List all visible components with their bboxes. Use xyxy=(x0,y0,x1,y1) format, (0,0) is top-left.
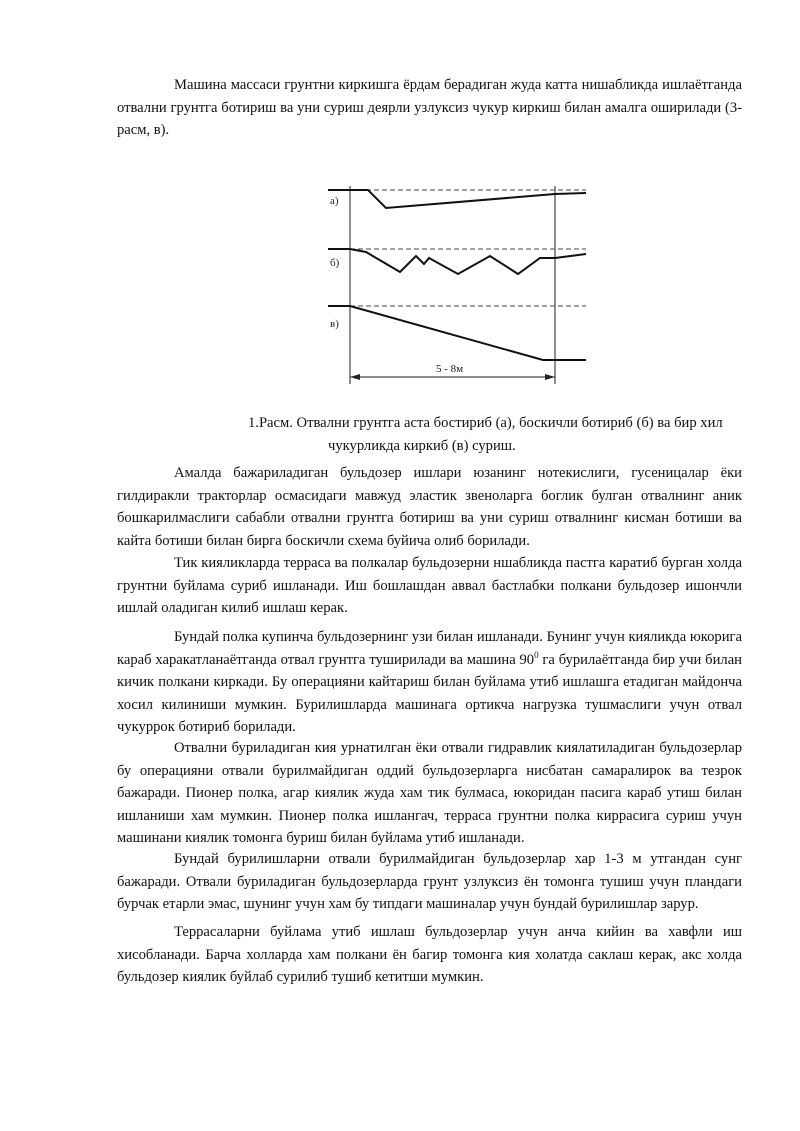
paragraph-4-text-end: га бурилаётганда бир учи билан кичик полкани киркади. Бу операцияни кайтариш билан буйлама утиб ишлашга етадиган майдонча хосил килиниши мумкин. Бурилишларда машинага ортикча нагрузка тушмаслиги учун отвал чукуррок ботириб борилади. xyxy=(117,651,742,736)
paragraph-3: Тик кияликларда терраса ва полкалар бульдозерни ншабликда пастга каратиб бурган холда грунтни буйлама суриб ишланади. Иш бошлашдан аввал бастлабки полкани бульдозер ишончли ишлай оладиган килиб ишлаш керак. xyxy=(117,555,742,617)
paragraph-7: Террасаларни буйлама утиб ишлаш бульдозерлар учун анча кийин ва хавфли иш хисобланади. Барча холларда хам полкани ён багир томонга кия холатда саклаш керак, акс холда бульдозер киялик буйлаб сурилиб тушиб кетитши мумкин. xyxy=(117,924,742,986)
dimension-arrow-right xyxy=(545,374,555,380)
paragraph-4 xyxy=(117,626,742,739)
figure-caption xyxy=(117,412,742,457)
profile-c xyxy=(328,306,586,360)
paragraph-4-text-start: Бундай полка купинча бульдозернинг узи билан ишланади. Бунинг учун кияликда юкорига караб харакатланаётганда отвал грунтга туширилади ва машина 90 xyxy=(117,629,742,668)
paragraph-1: Машина массаси грунтни киркишга ёрдам берадиган жуда катта нишабликда ишлаётганда отвални грунтга ботириш ва уни суриш деярли узлуксиз чукур киркиш билан амалга оширилади (3-расм, в). xyxy=(117,77,742,139)
blade-penetration-figure xyxy=(318,178,594,388)
label-c: в) xyxy=(330,318,339,330)
paragraph-2: Амалда бажариладиган бульдозер ишлари юзанинг нотекислиги, гусеницалар ёки гилдиракли тракторлар осмасидаги мавжуд эластик звеноларга боглик булган отвалнинг аник бошкарилмаслиги сабабли отвални грунтга ботириш ва уни суриш отвалнинг кисман ботиши ва кайта ботиши билан бирга боскичли схема буйича олиб борилади. xyxy=(117,465,742,549)
profile-a xyxy=(328,190,586,208)
degree-superscript: 0 xyxy=(534,649,539,660)
profile-b xyxy=(328,249,586,274)
paragraph-6: Бундай бурилишларни отвали бурилмайдиган бульдозерлар хар 1-3 м утгандан сунг бажаради. Отвали буриладиган бульдозерларда грунт узлуксиз ён томонга тушиш учун пландаги бурчак етарли эмас, шунинг учун хам бу типдаги машиналар учун бундай бурилишлар зарур. xyxy=(117,851,742,913)
paragraph-5: Отвални буриладиган кия урнатилган ёки отвали гидравлик киялатиладиган бульдозерлар бу операцияни отвали бурилмайдиган оддий бульдозерларга нисбатан самаралирок ва тезрок бажаради. Пионер полка, агар киялик жуда хам тик булмаса, юкоридан пасига караб утиш билан ишланиши хам мумкин. Пионер полка ишлангач, терраса грунтни полка киррасига суриш учун машинани киялик томонга буриш билан буйлама утиб ишланади. xyxy=(117,740,742,847)
dimension-arrow-left xyxy=(350,374,360,380)
caption-line-2: чукурликда киркиб (в) суриш. xyxy=(328,437,516,454)
caption-line-1: 1.Расм. Отвални грунтга аста бостириб (а), боскичли ботириб (б) ва бир хил xyxy=(248,415,723,431)
label-b: б) xyxy=(330,257,340,269)
label-a: а) xyxy=(330,195,339,207)
dimension-label: 5 - 8м xyxy=(436,363,464,375)
